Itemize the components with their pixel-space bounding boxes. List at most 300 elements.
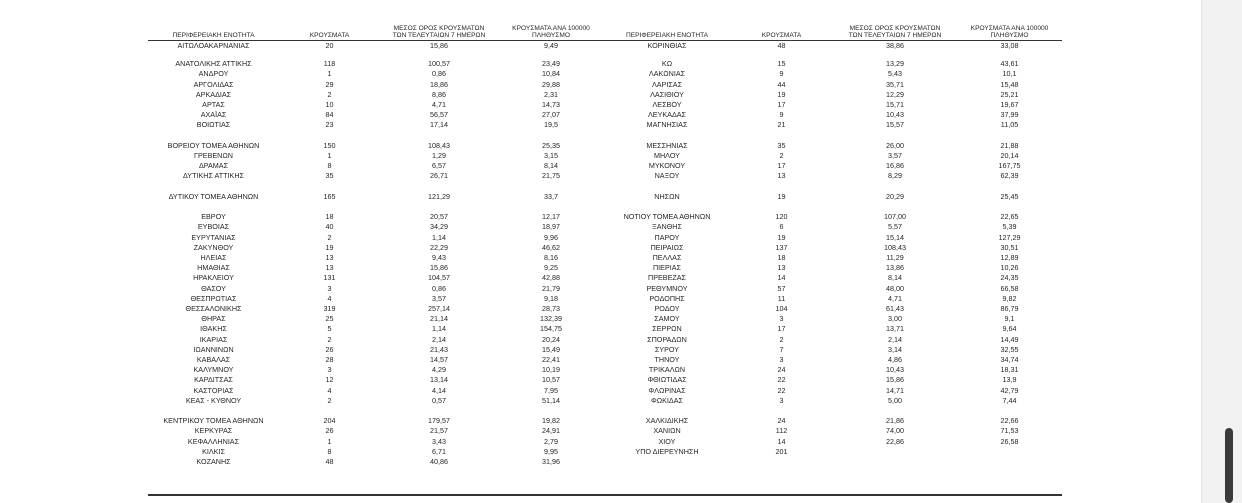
cell-avg7: 18,86 — [430, 79, 448, 89]
table-spacer-row — [148, 406, 604, 416]
cell-avg7: 108,43 — [428, 140, 450, 150]
table-spacer-row — [604, 406, 1062, 416]
cell-per100k: 22,66 — [1000, 416, 1019, 426]
cell-avg7: 0,86 — [432, 69, 446, 79]
table-row — [604, 253, 1062, 263]
cell-avg7: 15,57 — [886, 120, 904, 130]
cell-region: ΧΑΝΙΩΝ — [653, 426, 681, 436]
cell-region: ΒΟΡΕΙΟΥ ΤΟΜΕΑ ΑΘΗΝΩΝ — [167, 140, 260, 150]
table-row — [604, 375, 1062, 385]
cell-per100k: 25,45 — [1000, 191, 1019, 201]
cell-avg7: 104,57 — [428, 273, 450, 283]
cell-cases: 319 — [323, 304, 336, 314]
cell-cases: 8 — [327, 161, 332, 171]
cell-avg7: 5,43 — [888, 69, 902, 79]
cell-region: ΕΥΡΥΤΑΝΙΑΣ — [191, 232, 236, 242]
cell-per100k: 12,89 — [1000, 253, 1019, 263]
cell-cases: 137 — [775, 242, 788, 252]
cell-cases: 2 — [327, 395, 332, 405]
cell-cases: 9 — [779, 110, 784, 120]
cell-region: ΑΡΓΟΛΙΔΑΣ — [193, 79, 234, 89]
cell-avg7: 61,43 — [886, 304, 904, 314]
cell-region: ΥΠΟ ΔΙΕΡΕΥΝΗΣΗ — [635, 446, 699, 456]
cell-avg7: 4,71 — [888, 293, 902, 303]
cell-region: ΙΚΑΡΙΑΣ — [199, 334, 228, 344]
table-row — [148, 263, 604, 273]
cell-cases: 104 — [775, 304, 788, 314]
cell-cases: 165 — [323, 191, 336, 201]
cell-region: ΡΕΘΥΜΝΟΥ — [646, 283, 688, 293]
cell-avg7: 121,29 — [428, 191, 450, 201]
cell-per100k: 13,9 — [1002, 375, 1017, 385]
table-row — [148, 304, 604, 314]
cell-cases: 12 — [325, 375, 334, 385]
table-row — [604, 69, 1062, 79]
cell-per100k: 31,96 — [542, 457, 560, 467]
header-per100k — [957, 19, 1062, 41]
table-row — [148, 69, 604, 79]
header-avg7 — [380, 19, 498, 41]
table-row — [604, 171, 1062, 181]
table-row — [148, 416, 604, 426]
cell-region: ΚΕΝΤΡΙΚΟΥ ΤΟΜΕΑ ΑΘΗΝΩΝ — [163, 416, 264, 426]
cell-region: ΠΙΕΡΙΑΣ — [652, 263, 681, 273]
table-row — [148, 59, 604, 69]
cell-cases: 2 — [779, 151, 784, 161]
cell-region: ΚΩ — [661, 59, 673, 69]
cell-cases: 40 — [325, 222, 334, 232]
cell-cases: 17 — [777, 161, 786, 171]
cell-cases: 204 — [323, 416, 336, 426]
cell-avg7: 15,86 — [430, 41, 448, 50]
table-row — [148, 243, 604, 253]
table-row — [148, 212, 604, 222]
cell-per100k: 167,75 — [998, 161, 1021, 171]
cell-region: ΣΥΡΟΥ — [654, 344, 680, 354]
cell-region: ΚΑΒΑΛΑΣ — [196, 355, 231, 365]
cell-region: ΣΕΡΡΩΝ — [652, 324, 682, 334]
cell-per100k — [957, 447, 1062, 457]
cell-region: ΦΘΙΩΤΙΔΑΣ — [647, 375, 687, 385]
cell-per100k: 8,14 — [544, 161, 558, 171]
cell-cases: 48 — [777, 41, 786, 50]
cell-cases: 1 — [327, 69, 332, 79]
header-avg7-line1: ΜΕΣΟΣ ΟΡΟΣ ΚΡΟΥΣΜΑΤΩΝ — [393, 24, 485, 32]
cell-per100k: 12,17 — [542, 212, 560, 222]
cell-per100k: 19,82 — [542, 416, 560, 426]
cell-avg7: 22,29 — [430, 242, 448, 252]
table-row — [148, 447, 604, 457]
cell-per100k: 15,48 — [1000, 79, 1019, 89]
table-row — [148, 365, 604, 375]
cell-cases: 2 — [779, 334, 784, 344]
cell-region: ΞΑΝΘΗΣ — [652, 222, 682, 232]
cell-per100k: 14,49 — [1000, 334, 1019, 344]
table-row — [604, 365, 1062, 375]
cell-cases: 22 — [777, 385, 786, 395]
cell-per100k: 10,84 — [542, 69, 560, 79]
cell-cases: 118 — [323, 59, 336, 69]
cell-region: ΗΡΑΚΛΕΙΟΥ — [193, 273, 234, 283]
table-row — [148, 141, 604, 151]
cell-region: ΠΡΕΒΕΖΑΣ — [648, 273, 686, 283]
table-body-left — [148, 41, 604, 468]
cell-cases: 13 — [777, 263, 786, 273]
cell-per100k: 22,65 — [1000, 212, 1019, 222]
table-row — [148, 426, 604, 436]
table-row — [148, 375, 604, 385]
table-row — [604, 447, 1062, 457]
cell-avg7: 12,29 — [886, 89, 904, 99]
cell-cases: 2 — [327, 334, 332, 344]
cell-per100k: 33,08 — [1000, 41, 1019, 50]
cell-avg7: 13,29 — [886, 59, 904, 69]
cell-cases: 112 — [775, 426, 788, 436]
table-row — [148, 80, 604, 90]
cell-cases: 84 — [325, 110, 334, 120]
cell-region: ΠΕΛΛΑΣ — [652, 253, 682, 263]
cell-per100k: 62,39 — [1000, 171, 1019, 181]
cell-region: ΡΟΔΟΠΗΣ — [649, 293, 685, 303]
cell-cases: 19 — [777, 191, 786, 201]
cell-cases: 25 — [325, 314, 334, 324]
cell-region: ΑΝΔΡΟΥ — [198, 69, 229, 79]
table-row — [148, 161, 604, 171]
cell-avg7: 21,14 — [430, 314, 448, 324]
cell-cases: 1 — [327, 436, 332, 446]
spacer-cell — [604, 131, 1062, 141]
cell-cases: 8 — [327, 446, 332, 456]
cell-avg7: 15,71 — [886, 100, 904, 110]
cell-per100k: 33,7 — [544, 191, 558, 201]
cell-avg7: 1,29 — [432, 151, 446, 161]
header-cases: ΚΡΟΥΣΜΑΤΑ — [730, 19, 833, 41]
cell-region: ΛΑΡΙΣΑΣ — [651, 79, 683, 89]
cell-region: ΚΑΛΥΜΝΟΥ — [193, 365, 234, 375]
cell-per100k: 20,24 — [542, 334, 560, 344]
cell-avg7: 26,71 — [430, 171, 448, 181]
cell-region: ΘΑΣΟΥ — [201, 283, 226, 293]
cell-avg7: 21,43 — [430, 344, 448, 354]
cell-region: ΔΥΤΙΚΗΣ ΑΤΤΙΚΗΣ — [183, 171, 244, 181]
cell-avg7: 8,14 — [888, 273, 902, 283]
cell-cases: 19 — [325, 242, 334, 252]
cell-cases: 2 — [327, 232, 332, 242]
table-row — [148, 233, 604, 243]
cell-per100k: 37,99 — [1000, 110, 1019, 120]
cell-region: ΚΑΡΔΙΤΣΑΣ — [194, 375, 233, 385]
cell-region: ΚΟΖΑΝΗΣ — [196, 457, 231, 467]
cell-avg7: 16,86 — [886, 161, 904, 171]
cell-region: ΛΕΣΒΟΥ — [652, 100, 682, 110]
table-spacer-row — [148, 51, 604, 59]
cell-per100k: 15,49 — [542, 344, 560, 354]
cell-region: ΑΡΚΑΔΙΑΣ — [195, 89, 232, 99]
table-row — [604, 284, 1062, 294]
cell-avg7: 40,86 — [430, 457, 448, 467]
cell-per100k: 9,1 — [1004, 314, 1015, 324]
table-row — [604, 212, 1062, 222]
cell-region: ΦΩΚΙΔΑΣ — [651, 395, 683, 405]
cell-per100k: 42,88 — [542, 273, 560, 283]
cell-cases: 3 — [779, 395, 784, 405]
table-row — [604, 41, 1062, 52]
table-spacer-row — [148, 202, 604, 212]
cell-avg7: 13,71 — [886, 324, 904, 334]
cell-region: ΗΛΕΙΑΣ — [200, 253, 227, 263]
table-row — [604, 355, 1062, 365]
cell-per100k: 9,82 — [1002, 293, 1017, 303]
cell-region: ΚΕΑΣ - ΚΥΘΝΟΥ — [185, 395, 242, 405]
spacer-cell — [604, 202, 1062, 212]
table-row — [148, 151, 604, 161]
table-row — [604, 120, 1062, 130]
cell-avg7: 22,86 — [886, 436, 904, 446]
table-row — [148, 386, 604, 396]
cell-avg7: 14,71 — [886, 385, 904, 395]
cell-cases: 11 — [777, 293, 786, 303]
spacer-cell — [148, 182, 604, 192]
cell-avg7: 13,86 — [886, 263, 904, 273]
table-row — [604, 233, 1062, 243]
cell-cases: 3 — [779, 355, 784, 365]
cell-cases: 20 — [325, 41, 334, 50]
cell-cases: 22 — [777, 375, 786, 385]
cell-cases: 14 — [777, 273, 786, 283]
cell-avg7: 9,43 — [432, 253, 446, 263]
cell-avg7: 1,14 — [432, 324, 446, 334]
table-row — [604, 80, 1062, 90]
cell-region: ΑΝΑΤΟΛΙΚΗΣ ΑΤΤΙΚΗΣ — [175, 59, 252, 69]
cell-per100k: 10,26 — [1000, 263, 1019, 273]
table-row — [148, 171, 604, 181]
cell-cases: 15 — [777, 59, 786, 69]
cell-cases: 10 — [325, 100, 334, 110]
cell-region: ΕΥΒΟΙΑΣ — [197, 222, 230, 232]
header-avg7 — [833, 19, 957, 41]
cell-cases: 26 — [325, 344, 334, 354]
cell-per100k: 18,97 — [542, 222, 560, 232]
cell-cases: 4 — [327, 385, 332, 395]
cell-per100k: 20,14 — [1000, 151, 1019, 161]
table-row — [148, 437, 604, 447]
table-row — [604, 59, 1062, 69]
cell-per100k: 30,51 — [1000, 242, 1019, 252]
viewer-scrollbar-thumb[interactable] — [1225, 428, 1233, 503]
cell-per100k: 127,29 — [998, 232, 1021, 242]
table-row — [148, 345, 604, 355]
cases-table-left — [148, 19, 604, 467]
cell-cases: 18 — [325, 212, 334, 222]
spacer-cell — [148, 202, 604, 212]
cell-region: ΜΕΣΣΗΝΙΑΣ — [646, 140, 688, 150]
cell-cases: 6 — [779, 222, 784, 232]
cell-cases: 7 — [779, 344, 784, 354]
table-row — [604, 263, 1062, 273]
cell-avg7: 3,00 — [888, 314, 902, 324]
table-row — [604, 151, 1062, 161]
cell-region: ΛΕΥΚΑΔΑΣ — [647, 110, 686, 120]
cell-cases: 120 — [775, 212, 788, 222]
cell-region: ΣΠΟΡΑΔΩΝ — [647, 334, 687, 344]
cell-avg7: 3,57 — [432, 293, 446, 303]
table-row — [148, 253, 604, 263]
cell-avg7: 26,00 — [886, 140, 904, 150]
cell-region: ΑΙΤΩΛΟΑΚΑΡΝΑΝΙΑΣ — [177, 41, 250, 50]
table-row — [604, 416, 1062, 426]
cell-region: ΙΘΑΚΗΣ — [200, 324, 227, 334]
cell-cases: 3 — [327, 283, 332, 293]
cell-cases: 201 — [775, 446, 788, 456]
cell-per100k: 25,21 — [1000, 89, 1019, 99]
cell-avg7: 2,14 — [432, 334, 446, 344]
cell-region: ΤΗΝΟΥ — [654, 355, 680, 365]
table-spacer-row — [604, 51, 1062, 59]
cell-region: ΘΕΣΠΡΩΤΙΑΣ — [190, 293, 237, 303]
cell-avg7: 15,86 — [886, 375, 904, 385]
cell-region: ΚΕΦΑΛΛΗΝΙΑΣ — [187, 436, 240, 446]
cell-cases: 57 — [777, 283, 786, 293]
cell-per100k: 8,16 — [544, 253, 558, 263]
table-row — [148, 120, 604, 130]
header-avg7-line2: ΤΩΝ ΤΕΛΕΥΤΑΙΩΝ 7 ΗΜΕΡΩΝ — [848, 32, 942, 40]
cell-per100k: 9,18 — [544, 293, 558, 303]
cell-per100k: 21,88 — [1000, 140, 1019, 150]
cell-region: ΜΑΓΝΗΣΙΑΣ — [646, 120, 688, 130]
cell-region: ΠΕΙΡΑΙΩΣ — [650, 242, 684, 252]
table-row — [148, 335, 604, 345]
cell-per100k: 18,31 — [1000, 365, 1019, 375]
cell-region: ΔΥΤΙΚΟΥ ΤΟΜΕΑ ΑΘΗΝΩΝ — [168, 191, 259, 201]
cell-per100k: 66,58 — [1000, 283, 1019, 293]
cell-cases: 2 — [327, 89, 332, 99]
table-row — [604, 294, 1062, 304]
cell-cases: 3 — [327, 365, 332, 375]
cell-cases: 131 — [323, 273, 336, 283]
cell-region: ΠΑΡΟΥ — [654, 232, 680, 242]
table-spacer-row — [604, 182, 1062, 192]
table-header-row — [604, 19, 1062, 41]
spacer-cell — [604, 182, 1062, 192]
table-row — [604, 304, 1062, 314]
table-row — [148, 284, 604, 294]
cell-cases: 13 — [325, 263, 334, 273]
cell-region: ΚΑΣΤΟΡΙΑΣ — [193, 385, 234, 395]
table-row — [604, 161, 1062, 171]
cell-per100k: 14,73 — [542, 100, 560, 110]
cell-per100k: 10,1 — [1002, 69, 1017, 79]
cell-avg7: 108,43 — [884, 242, 906, 252]
table-row — [148, 90, 604, 100]
cell-per100k: 51,14 — [542, 395, 560, 405]
cell-avg7 — [833, 447, 957, 457]
cell-per100k: 9,25 — [544, 263, 558, 273]
cell-cases: 23 — [325, 120, 334, 130]
spacer-cell — [148, 131, 604, 141]
cell-per100k: 32,55 — [1000, 344, 1019, 354]
cell-region: ΙΩΑΝΝΙΝΩΝ — [193, 344, 234, 354]
table-row — [148, 355, 604, 365]
spacer-cell — [604, 51, 1062, 59]
table-row — [604, 426, 1062, 436]
viewer-scrollbar-track[interactable] — [1201, 0, 1242, 503]
cell-avg7: 107,00 — [884, 212, 906, 222]
cell-region: ΒΟΙΩΤΙΑΣ — [196, 120, 231, 130]
cell-cases: 28 — [325, 355, 334, 365]
cell-per100k: 10,57 — [542, 375, 560, 385]
cell-cases: 19 — [777, 89, 786, 99]
table-body-right — [604, 41, 1062, 458]
cell-cases: 150 — [323, 140, 336, 150]
cell-per100k: 29,88 — [542, 79, 560, 89]
cell-avg7: 21,57 — [430, 426, 448, 436]
cell-region: ΜΗΛΟΥ — [654, 151, 680, 161]
cell-per100k: 22,41 — [542, 355, 560, 365]
cell-avg7: 13,14 — [430, 375, 448, 385]
cell-region: ΗΜΑΘΙΑΣ — [197, 263, 230, 273]
header-per100k-line1: ΚΡΟΥΣΜΑΤΑ ΑΝΑ 100000 — [512, 24, 590, 32]
table-row — [148, 396, 604, 406]
cell-per100k: 34,74 — [1000, 355, 1019, 365]
cell-region: ΖΑΚΥΝΘΟΥ — [193, 242, 234, 252]
cell-region: ΧΙΟΥ — [658, 436, 676, 446]
table-row — [148, 457, 604, 467]
cell-per100k: 23,49 — [542, 59, 560, 69]
cell-avg7: 10,43 — [886, 110, 904, 120]
cell-avg7: 15,14 — [886, 232, 904, 242]
header-per100k-line2: ΠΛΗΘΥΣΜΟ — [990, 32, 1029, 40]
cell-per100k: 21,79 — [542, 283, 560, 293]
cell-region: ΔΡΑΜΑΣ — [198, 161, 229, 171]
cell-per100k: 132,39 — [540, 314, 562, 324]
table-spacer-row — [604, 202, 1062, 212]
header-per100k — [498, 19, 604, 41]
cell-avg7: 3,43 — [432, 436, 446, 446]
cell-region: ΑΧΑΪΑΣ — [200, 110, 227, 120]
cell-avg7: 0,57 — [432, 395, 446, 405]
cell-region: ΜΥΚΟΝΟΥ — [648, 161, 686, 171]
cell-cases: 26 — [325, 426, 334, 436]
cell-per100k: 7,44 — [1002, 395, 1017, 405]
table-row — [604, 273, 1062, 283]
cell-region: ΚΙΛΚΙΣ — [202, 446, 225, 456]
cell-cases: 4 — [327, 293, 332, 303]
cell-per100k: 9,49 — [544, 41, 558, 50]
cell-avg7: 74,00 — [886, 426, 904, 436]
cell-avg7: 20,57 — [430, 212, 448, 222]
cell-per100k: 9,96 — [544, 232, 558, 242]
cell-cases: 18 — [777, 253, 786, 263]
cell-avg7: 1,14 — [432, 232, 446, 242]
cell-per100k: 2,79 — [544, 436, 558, 446]
cell-avg7: 21,86 — [886, 416, 904, 426]
table-row — [148, 192, 604, 202]
cell-region: ΚΟΡΙΝΘΙΑΣ — [647, 41, 687, 50]
cell-region: ΦΛΩΡΙΝΑΣ — [648, 385, 686, 395]
cell-per100k: 43,61 — [1000, 59, 1019, 69]
table-spacer-row — [148, 182, 604, 192]
cell-region: ΕΒΡΟΥ — [201, 212, 226, 222]
cell-region: ΓΡΕΒΕΝΩΝ — [194, 151, 233, 161]
cell-avg7: 3,57 — [888, 151, 902, 161]
table-row — [604, 110, 1062, 120]
cell-cases: 13 — [777, 171, 786, 181]
cell-avg7: 2,14 — [888, 334, 902, 344]
cell-avg7: 5,57 — [888, 222, 902, 232]
cell-region: ΝΑΞΟΥ — [654, 171, 680, 181]
cell-per100k: 5,39 — [1002, 222, 1017, 232]
cell-cases: 35 — [777, 140, 786, 150]
